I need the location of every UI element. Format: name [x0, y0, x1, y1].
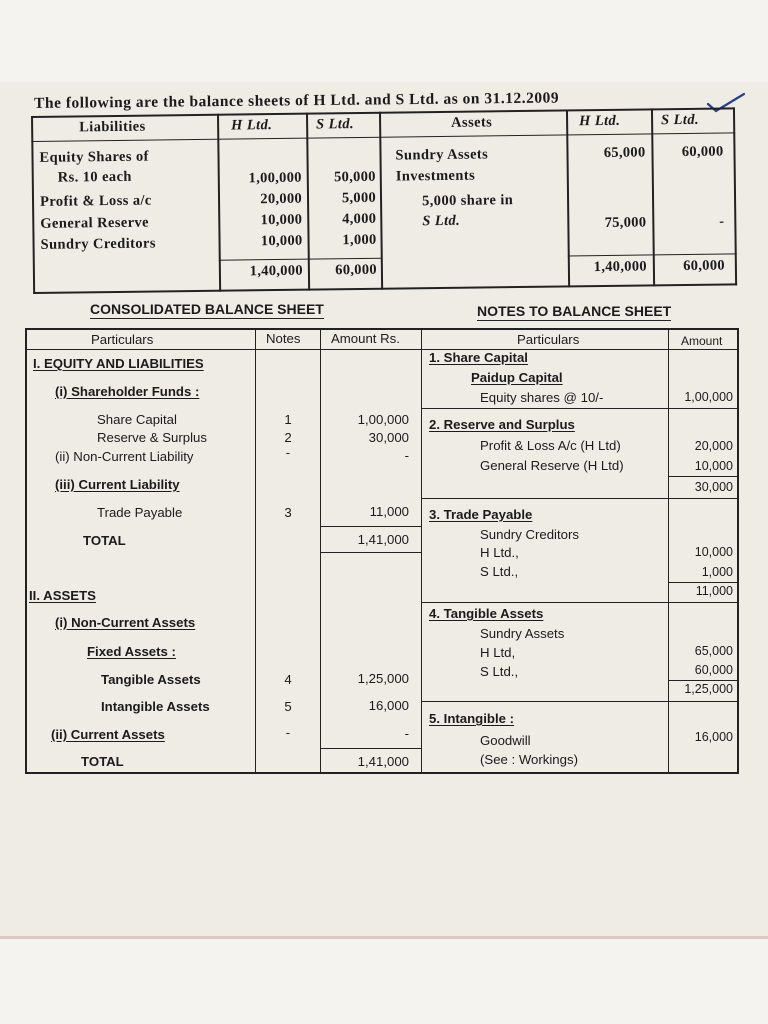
- note5-workings: (See : Workings): [480, 752, 578, 767]
- s-equity-value: 50,000: [333, 168, 376, 186]
- s-pl-value: 5,000: [341, 189, 377, 207]
- amount-intangible: 16,000: [368, 698, 409, 713]
- col-header-notes: Notes: [266, 331, 301, 346]
- note2-title: 2. Reserve and Surplus: [429, 417, 575, 432]
- note-ref-2: 2: [284, 430, 292, 445]
- h-ltd-header-2: H Ltd.: [579, 112, 621, 130]
- note-ref-1: 1: [284, 412, 292, 427]
- total-label-2: TOTAL: [81, 754, 124, 769]
- fixed-assets-label: Fixed Assets :: [87, 644, 176, 659]
- reserve-surplus-label: Reserve & Surplus: [97, 430, 207, 445]
- s-total-value: 60,000: [335, 261, 378, 279]
- amount-tangible: 1,25,000: [357, 671, 409, 686]
- trade-payable-label: Trade Payable: [97, 505, 183, 520]
- consolidated-balance-sheet-table: [25, 328, 739, 774]
- asset-sundry-assets: Sundry Assets: [395, 146, 489, 164]
- asset-h-total-value: 1,40,000: [593, 258, 647, 276]
- h-equity-value: 1,00,000: [248, 169, 302, 187]
- note1-title: 1. Share Capital: [429, 350, 528, 365]
- amount-trade-payable: 11,000: [369, 504, 409, 519]
- note-ref-3: 3: [284, 505, 292, 520]
- shareholder-funds: (i) Shareholder Funds :: [55, 384, 200, 399]
- note3-s-ltd: S Ltd.,: [480, 564, 519, 579]
- given-balance-sheet-table: [31, 107, 737, 294]
- note2-value-total: 30,000: [694, 480, 733, 494]
- note-ref-5: 5: [284, 699, 292, 714]
- note1-equity: Equity shares @ 10/-: [480, 390, 604, 405]
- liab-sundry-creditors: Sundry Creditors: [40, 235, 156, 253]
- consolidated-heading: CONSOLIDATED BALANCE SHEET: [90, 301, 324, 317]
- note-ref-4: 4: [284, 672, 292, 687]
- asset-s-investments-value: -: [719, 213, 725, 230]
- h-ltd-header: H Ltd.: [231, 117, 273, 134]
- assets-header: Assets: [451, 114, 493, 131]
- liab-equity-line2: Rs. 10 each: [57, 168, 132, 186]
- s-sc-value: 1,000: [342, 231, 377, 249]
- amount-total-2: 1,41,000: [357, 754, 409, 769]
- h-total-value: 1,40,000: [249, 262, 304, 280]
- note4-value-total: 1,25,000: [684, 682, 733, 696]
- paper-edge: [0, 936, 768, 939]
- amount-share-capital: 1,00,000: [357, 412, 409, 427]
- col-header-amount-2: Amount: [681, 334, 723, 348]
- asset-investments-line3: S Ltd.: [422, 212, 461, 230]
- note3-h-ltd: H Ltd.,: [480, 545, 519, 560]
- asset-s-total-value: 60,000: [683, 257, 725, 275]
- s-gr-value: 4,000: [342, 210, 377, 228]
- note5-title: 5. Intangible :: [429, 711, 514, 726]
- note2-value-gr: 10,000: [694, 459, 733, 473]
- note2-value-pl: 20,000: [694, 439, 733, 453]
- intangible-assets-label: Intangible Assets: [101, 699, 210, 714]
- note2-pl: Profit & Loss A/c (H Ltd): [480, 438, 621, 453]
- note1-paidup: Paidup Capital: [471, 370, 563, 385]
- note4-title: 4. Tangible Assets: [429, 606, 544, 621]
- note4-value-h: 65,000: [694, 644, 733, 658]
- col-header-particulars-2: Particulars: [517, 332, 580, 347]
- asset-h-investments-value: 75,000: [604, 214, 647, 231]
- total-label: TOTAL: [83, 533, 126, 548]
- tangible-assets-label: Tangible Assets: [101, 672, 201, 687]
- section-assets: II. ASSETS: [29, 588, 96, 603]
- h-gr-value: 10,000: [260, 211, 303, 229]
- h-sc-value: 10,000: [260, 232, 303, 250]
- non-current-liability-label: (ii) Non-Current Liability: [55, 449, 194, 464]
- note3-value-total: 11,000: [695, 584, 733, 598]
- problem-title: The following are the balance sheets of H Ltd. and S Ltd. as on 31.12.2009: [34, 89, 560, 112]
- amount-ncl: -: [404, 448, 409, 463]
- col-header-particulars: Particulars: [91, 332, 154, 347]
- note4-value-s: 60,000: [694, 663, 733, 677]
- note3-title: 3. Trade Payable: [429, 507, 533, 522]
- asset-h-sundry-value: 65,000: [603, 144, 646, 162]
- note-ref-ncl: -: [285, 445, 291, 460]
- notes-heading: NOTES TO BALANCE SHEET: [477, 303, 672, 319]
- current-liability-label: (iii) Current Liability: [55, 477, 180, 492]
- note3-creditors: Sundry Creditors: [480, 527, 579, 542]
- col-header-amount: Amount Rs.: [331, 331, 400, 346]
- section-equity-liabilities: I. EQUITY AND LIABILITIES: [33, 356, 204, 371]
- note1-value: 1,00,000: [684, 390, 733, 404]
- note3-value-s: 1,000: [701, 565, 733, 579]
- note5-goodwill: Goodwill: [480, 733, 531, 748]
- note3-value-h: 10,000: [694, 545, 733, 559]
- liabilities-header: Liabilities: [79, 118, 146, 136]
- note4-sundry: Sundry Assets: [480, 626, 565, 641]
- asset-s-sundry-value: 60,000: [681, 143, 724, 161]
- s-ltd-header: S Ltd.: [316, 116, 355, 133]
- s-ltd-header-2: S Ltd.: [661, 111, 700, 129]
- non-current-assets-label: (i) Non-Current Assets: [55, 615, 196, 630]
- note4-h-ltd: H Ltd,: [480, 645, 516, 660]
- amount-reserve-surplus: 30,000: [368, 430, 409, 445]
- liab-equity-line1: Equity Shares of: [39, 148, 149, 166]
- current-assets-label: (ii) Current Assets: [51, 727, 165, 742]
- amount-current-assets: -: [404, 726, 409, 741]
- share-capital-label: Share Capital: [97, 412, 177, 427]
- asset-investments: Investments: [395, 167, 476, 185]
- liab-general-reserve: General Reserve: [40, 214, 150, 232]
- note2-gr: General Reserve (H Ltd): [480, 458, 624, 473]
- note-ref-ca: -: [285, 725, 291, 740]
- h-pl-value: 20,000: [260, 190, 303, 208]
- amount-total: 1,41,000: [357, 532, 409, 547]
- note4-s-ltd: S Ltd.,: [480, 664, 519, 679]
- liab-profit-loss: Profit & Loss a/c: [39, 192, 152, 210]
- note5-value: 16,000: [694, 730, 733, 744]
- asset-investments-line2: 5,000 share in: [421, 192, 514, 210]
